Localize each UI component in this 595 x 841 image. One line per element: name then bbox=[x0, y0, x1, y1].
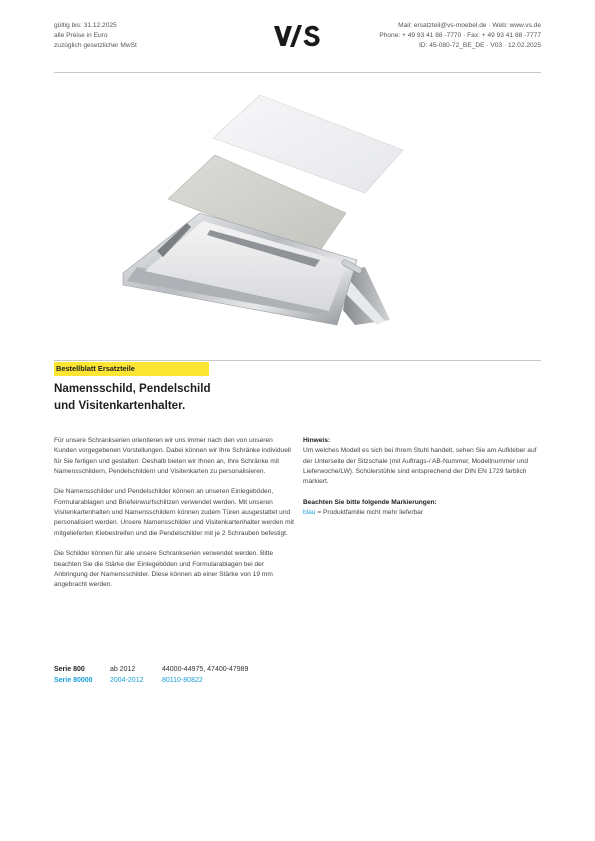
marking-color-word: blau bbox=[303, 509, 316, 517]
paragraph-thickness: Die Schilder können für alle unsere Schrankserien verwendet werden. Bitte beachten Sie die Stärke der Einlegeböden und Formularablagen bei der Anbringung der Namensschilder. Diese können ab einer Stärke von 19 mm angebracht werden. bbox=[54, 550, 274, 589]
intro-text bbox=[54, 436, 294, 601]
validity-line: gültig bis: 31.12.2025 bbox=[54, 22, 117, 29]
header-right-contact bbox=[379, 21, 541, 52]
product-image-card-holder bbox=[115, 85, 415, 350]
series-name: Serie 80000 bbox=[54, 677, 93, 684]
contact-phone-fax: Phone: + 49 93 41 88 -7770 · Fax: + 49 93 41 88 -7777 bbox=[379, 32, 541, 40]
page-title bbox=[54, 380, 211, 414]
series-years: ab 2012 bbox=[110, 666, 136, 673]
series-name: Serie 800 bbox=[54, 666, 85, 673]
marking-description: = Produktfamilie nicht mehr lieferbar bbox=[317, 509, 424, 517]
document-id: ID: 45-080-72_BE_DE · V03 · 12.02.2025 bbox=[418, 42, 541, 50]
hint-text: Um welches Modell es sich bei Ihrem Stuhl handelt, sehen Sie am Aufkleber auf der Unterseite der Sitzschale (mit Auftrags-/ AB-Nummer, Modellnummer und Lieferwoche/LW). Schülerstühle sind entsprechend der DIN EN 1729 farblich markiert. bbox=[303, 447, 537, 486]
series-years: 2004-2012 bbox=[110, 677, 144, 684]
contact-mail-web: Mail: ersatzteil@vs-moebel.de · Web: www.vs.de bbox=[398, 22, 541, 29]
header-left-info bbox=[54, 21, 137, 52]
section-tag: Bestellblatt Ersatzteile bbox=[54, 362, 209, 376]
title-line-1: Namensschild, Pendelschild bbox=[54, 382, 211, 395]
markings-heading: Beachten Sie bitte folgende Markierungen: bbox=[303, 498, 437, 506]
series-numbers: 80110-80822 bbox=[162, 677, 203, 684]
section-divider bbox=[54, 360, 541, 361]
tax-line: zuzüglich gesetzlicher MwSt bbox=[54, 42, 137, 50]
hint-heading: Hinweis: bbox=[303, 437, 331, 444]
currency-line: alle Preise in Euro bbox=[54, 32, 108, 40]
title-line-2: und Visitenkartenhalter. bbox=[54, 399, 186, 412]
paragraph-intro: Für unsere Schrankserien orientieren wir uns immer nach den von unseren Kunden vorgegebenen Vorstellungen. Dabei können wir Ihre Schränke individuell für Sie fertigen und gestalten: Deshalb bieten wir Ihnen an, Ihre Schränke mit Namensschildern, Pendelschildern und Visitenkarten zu personalisieren. bbox=[54, 437, 291, 475]
paragraph-usage: Die Namensschilder und Pendelschilder können an unseren Einlegeböden, Formularablagen und Briefeinwurfschlitzen verwendet werden. Mit unseren Visitenkartenhalten und Namensschildern können zudem Türen ausgestattet und personalisiert werden. Unsere Namensschilder und Visitenkartenhalter werden mit mitgelieferten Klebestreifen und die Pendelschilder mit je 2 Schrauben befestigt. bbox=[54, 488, 294, 537]
header-divider bbox=[54, 72, 541, 73]
hint-column bbox=[303, 436, 543, 518]
series-numbers: 44000-44975, 47400-47989 bbox=[162, 666, 249, 673]
vs-logo bbox=[273, 23, 323, 49]
marking-legend bbox=[303, 508, 543, 518]
